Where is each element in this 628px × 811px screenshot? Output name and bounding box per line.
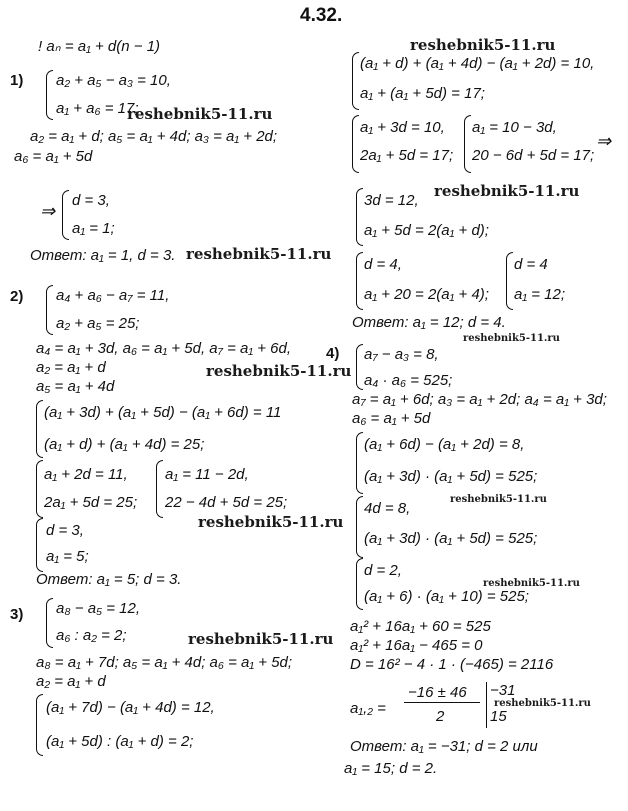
p4-step-3a: 4d = 8, [364,500,411,517]
implies-arrow: ⇒ [40,201,56,221]
system-brace [464,115,471,173]
problem-3-label: 3) [10,606,24,623]
p2-result-1: d = 3, [46,522,84,539]
p2-line-1: a₄ = a₁ + 3d, a₆ = a₁ + 5d, a₇ = a₁ + 6d, [36,340,292,357]
system-brace [352,52,359,110]
general-formula: ! aₙ = a₁ + d(n − 1) [38,38,161,55]
p4-roots-numerator: −16 ± 46 [408,684,467,701]
watermark: reshebnik5-11.ru [127,105,273,123]
p2-step-3b: 2a₁ + 5d = 25; [44,494,138,511]
p2-step-2b: (a₁ + d) + (a₁ + 4d) = 25; [44,436,205,453]
p4-equation-1: a₁² + 16a₁ + 60 = 525 [350,618,491,635]
roots-divider [486,682,487,728]
p2-result-2: a₁ = 5; [46,548,89,565]
p2-system-line-2: a₂ + a₅ = 25; [56,315,140,332]
system-brace [46,70,53,120]
r-step-2a: a₁ + 3d = 10, [360,119,445,136]
p4-discriminant: D = 16² − 4 · 1 · (−465) = 2116 [350,656,554,673]
p4-root-1: −31 [490,682,516,699]
watermark: reshebnik5-11.ru [198,513,344,531]
r-step-3b: 20 − 6d + 5d = 17; [472,147,595,164]
watermark: reshebnik5-11.ru [410,36,556,54]
r-step-5a: d = 4, [364,256,402,273]
p4-step-2b: (a₁ + 3d) · (a₁ + 5d) = 525; [364,468,538,485]
p1-answer: Ответ: a₁ = 1, d = 3. [30,247,176,264]
p2-system-line-1: a₄ + a₆ − a₇ = 11, [56,287,170,304]
p2-answer: Ответ: a₁ = 5; d = 3. [36,571,182,588]
p4-line-2: a₆ = a₁ + 5d [352,410,431,427]
system-brace [62,190,69,240]
fraction-bar [404,702,480,703]
p4-root-2: 15 [490,708,507,725]
implies-arrow: ⇒ [596,131,612,151]
system-brace [356,496,363,558]
p1-system-line-2: a₁ + a₆ = 17; [56,100,139,117]
problem-title: 4.32. [300,5,343,26]
watermark: reshebnik5-11.ru [434,182,580,200]
r-step-6a: d = 4 [514,256,548,273]
p3-line-2: a₂ = a₁ + d [36,673,106,690]
watermark: reshebnik5-11.ru [188,630,334,648]
system-brace [356,344,363,390]
problem-1-label: 1) [10,72,24,89]
watermark: reshebnik5-11.ru [450,494,547,505]
p2-step-4a: a₁ = 11 − 2d, [165,466,249,483]
p4-step-4b: (a₁ + 6) · (a₁ + 10) = 525; [364,588,529,605]
p1-line-1: a₂ = a₁ + d; a₅ = a₁ + 4d; a₃ = a₁ + 2d; [30,128,278,145]
p1-line-2: a₆ = a₁ + 5d [14,148,93,165]
system-brace [356,558,363,610]
p3-line-1: a₈ = a₁ + 7d; a₅ = a₁ + 4d; a₆ = a₁ + 5d; [36,654,293,671]
system-brace [506,252,513,310]
system-brace [36,460,43,518]
p3-system-line-1: a₈ − a₅ = 12, [56,600,141,617]
r-step-5b: a₁ + 20 = 2(a₁ + 4); [364,286,489,303]
system-brace [46,285,53,335]
system-brace [156,460,163,518]
system-brace [356,252,363,310]
watermark: reshebnik5-11.ru [206,362,352,380]
p3-system-line-2: a₆ : a₂ = 2; [56,627,127,644]
r-step-2b: 2a₁ + 5d = 17; [360,147,454,164]
system-brace [36,518,43,572]
p4-roots-lhs: a₁,₂ = [350,700,386,717]
system-brace [356,188,363,246]
p4-step-4a: d = 2, [364,562,402,579]
p4-answer-2: a₁ = 15; d = 2. [344,760,438,777]
r-step-1a: (a₁ + d) + (a₁ + 4d) − (a₁ + 2d) = 10, [360,55,595,72]
r-answer: Ответ: a₁ = 12; d = 4. [352,314,506,331]
p2-line-2: a₂ = a₁ + d [36,359,106,376]
system-brace [356,432,363,494]
system-brace [352,115,359,173]
p4-line-1: a₇ = a₁ + 6d; a₃ = a₁ + 2d; a₄ = a₁ + 3d; [352,391,607,408]
p4-equation-2: a₁² + 16a₁ − 465 = 0 [350,637,483,654]
p4-system-line-2: a₄ · a₆ = 525; [364,372,453,389]
p4-step-3b: (a₁ + 3d) · (a₁ + 5d) = 525; [364,530,538,547]
p4-system-line-1: a₇ − a₃ = 8, [364,346,439,363]
watermark: reshebnik5-11.ru [186,245,332,263]
r-step-4a: 3d = 12, [364,192,419,209]
p1-system-line-1: a₂ + a₅ − a₃ = 10, [56,72,171,89]
p2-step-4b: 22 − 4d + 5d = 25; [165,494,288,511]
r-step-1b: a₁ + (a₁ + 5d) = 17; [360,85,485,102]
p2-step-3a: a₁ + 2d = 11, [44,466,128,483]
p4-answer-1: Ответ: a₁ = −31; d = 2 или [350,738,538,755]
r-step-6b: a₁ = 12; [514,286,566,303]
p1-result-2: a₁ = 1; [72,220,115,237]
p3-step-2a: (a₁ + 7d) − (a₁ + 4d) = 12, [46,699,215,716]
p3-step-2b: (a₁ + 5d) : (a₁ + d) = 2; [46,733,194,750]
p4-step-2a: (a₁ + 6d) − (a₁ + 2d) = 8, [364,436,525,453]
problem-2-label: 2) [10,288,24,305]
system-brace [46,598,53,648]
watermark: reshebnik5-11.ru [483,578,580,589]
system-brace [36,400,43,458]
r-step-4b: a₁ + 5d = 2(a₁ + d); [364,222,489,239]
problem-4-label: 4) [326,345,340,362]
p4-roots-denominator: 2 [436,708,445,725]
r-step-3a: a₁ = 10 − 3d, [472,119,557,136]
p1-result-1: d = 3, [72,192,110,209]
p2-step-2a: (a₁ + 3d) + (a₁ + 5d) − (a₁ + 6d) = 11 [44,404,282,421]
watermark: reshebnik5-11.ru [463,333,560,344]
system-brace [36,694,43,756]
p2-line-3: a₅ = a₁ + 4d [36,378,115,395]
watermark: reshebnik5-11.ru [494,698,591,709]
